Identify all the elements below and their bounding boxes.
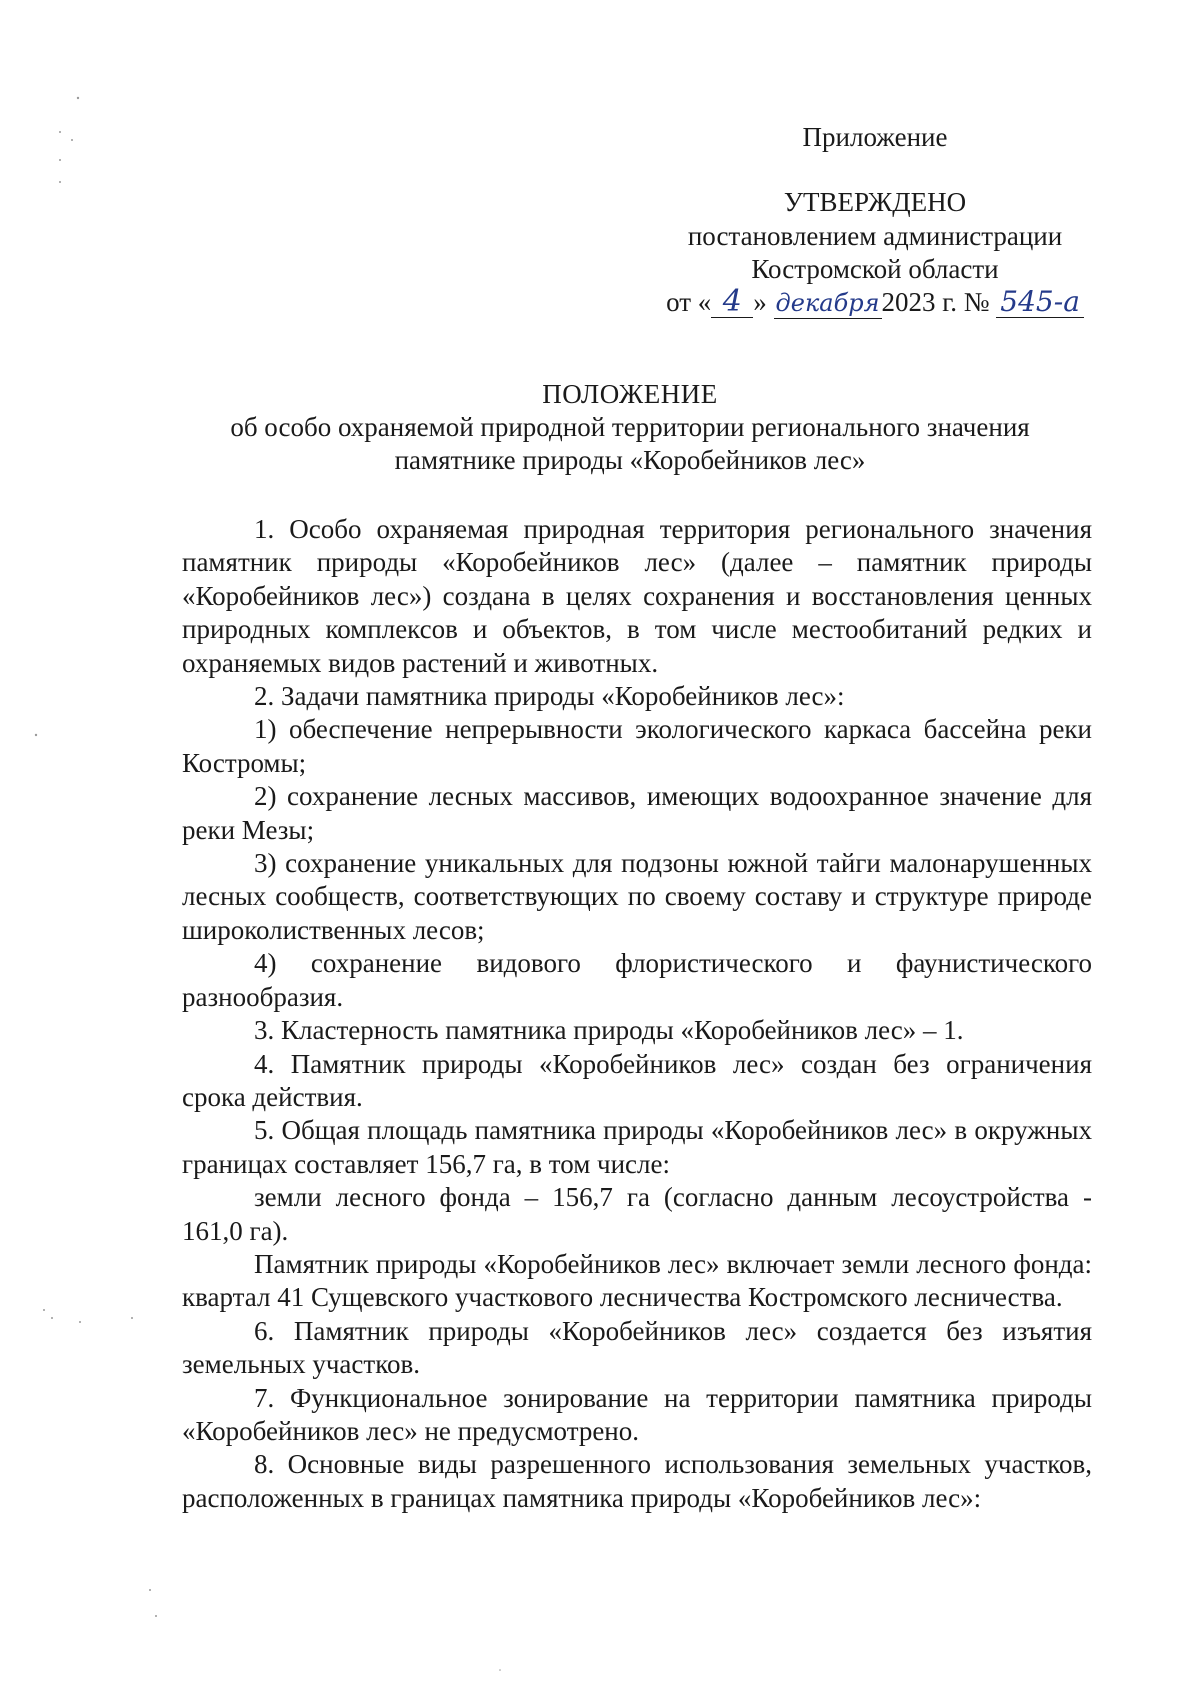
paragraph: 7. Функциональное зонирование на территории памятника природы «Коробейников лес» не предусмотрено.	[182, 1382, 1092, 1446]
year-number-label: 2023 г. №	[881, 287, 990, 317]
appendix-label: Приложение	[802, 122, 948, 152]
paragraph: 1. Особо охраняемая природная территория регионального значения памятник природы «Коробейников лес» (далее – памятник природы «Коробейников лес») создана в целях сохранения и восстановления ценных природных комплексов и объектов, в том числе местообитаний редких и охраняемых видов растений и животных.	[182, 514, 1092, 678]
title-subtitle-2: памятнике природы «Коробейников лес»	[394, 445, 866, 475]
document-title	[150, 378, 1110, 477]
paragraph: 3. Кластерность памятника природы «Коробейников лес» – 1.	[254, 1015, 964, 1046]
document-body	[182, 513, 1092, 1515]
paragraph: 2. Задачи памятника природы «Коробейников лес»:	[254, 681, 845, 712]
decree-date-line	[640, 285, 1110, 319]
paragraph: 2) сохранение лесных массивов, имеющих водоохранное значение для реки Мезы;	[182, 781, 1092, 845]
title-main: ПОЛОЖЕНИЕ	[542, 379, 718, 409]
paragraph: 6. Памятник природы «Коробейников лес» создается без изъятия земельных участков.	[182, 1315, 1092, 1380]
handwritten-month: декабря	[775, 289, 880, 317]
paragraph: 8. Основные виды разрешенного использования земельных участков, расположенных в границах памятника природы «Коробейников лес»:	[182, 1449, 1092, 1513]
paragraph: 5. Общая площадь памятника природы «Коробейников лес» в окружных границах составляет 156,7 га, в том числе:	[182, 1115, 1092, 1179]
paragraph: 4) сохранение видового флористического и фаунистического разнообразия.	[182, 948, 1092, 1012]
approved-by-line: постановлением администрации	[687, 221, 1063, 251]
region-line: Костромской области	[751, 254, 999, 284]
paragraph: 4. Памятник природы «Коробейников лес» создан без ограничения срока действия.	[182, 1048, 1092, 1112]
date-mid: »	[753, 287, 767, 317]
paragraph: земли лесного фонда – 156,7 га (согласно данным лесоустройства - 161,0 га).	[182, 1182, 1092, 1246]
handwritten-decree-number: 545-а	[996, 287, 1084, 318]
paragraph: 3) сохранение уникальных для подзоны южной тайги малонарушенных лесных сообществ, соответствующих по своему составу и структуре природе широколиственных лесов;	[182, 848, 1092, 945]
paragraph: 1) обеспечение непрерывности экологического каркаса бассейна реки Костромы;	[182, 714, 1092, 778]
date-prefix: от «	[666, 287, 712, 317]
handwritten-day: 4	[711, 287, 753, 318]
title-subtitle-1: об особо охраняемой природной территории регионального значения	[230, 412, 1030, 442]
paragraph: Памятник природы «Коробейников лес» включает земли лесного фонда: квартал 41 Сущевского участкового лесничества Костромского лесничества.	[182, 1248, 1092, 1313]
approved-label: УТВЕРЖДЕНО	[783, 187, 967, 217]
